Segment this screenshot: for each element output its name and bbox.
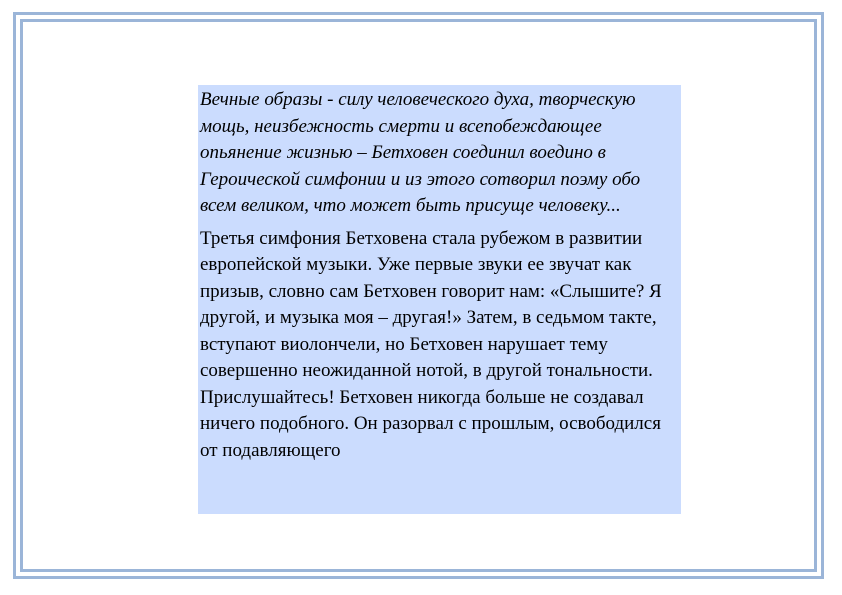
body-paragraph: Третья симфония Бетховена стала рубежом в развитии европейской музыки. Уже первые звуки ее звучат как призыв, словно сам Бетховен говорит нам: «Слышите? Я другой, и музыка моя – другая!» Затем, в седьмом такте, вступают виолончели, но Бетховен нарушает тему совершенно неожиданной нотой, в другой тональности. Прислушайтесь! Бетховен никогда больше не создавал ничего подобного. Он разорвал с прошлым, освободился от подавляющего bbox=[200, 227, 662, 461]
text-box bbox=[198, 85, 681, 514]
quote-paragraph: Вечные образы - силу человеческого духа, творческую мощь, неизбежность смерти и всепобеждающее опьянение жизнью – Бетховен соединил воедино в Героической симфонии и из этого сотворил поэму обо всем великом, что может быть присуще человеку... bbox=[200, 89, 641, 216]
